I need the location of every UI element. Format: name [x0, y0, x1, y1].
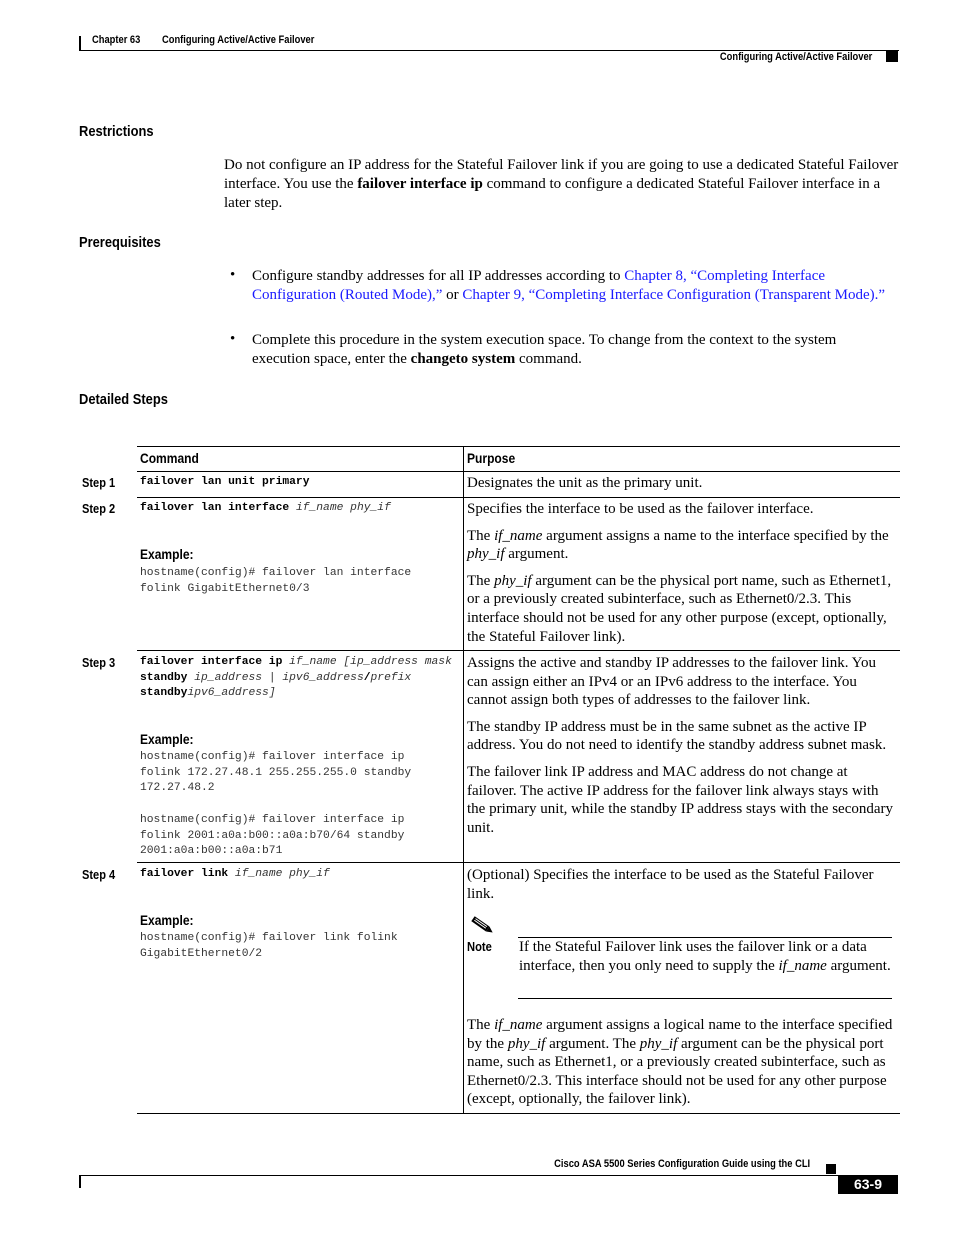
section-running-title: Configuring Active/Active Failover — [719, 51, 872, 63]
bullet-icon: • — [230, 331, 236, 347]
argument-text: if_name — [494, 527, 543, 544]
footer-left-bar — [79, 1175, 81, 1188]
step-label: Step 4 — [82, 867, 116, 882]
table-bottom-rule — [137, 1113, 900, 1114]
command-argument: [ — [343, 656, 351, 668]
note-bottom-rule — [518, 998, 892, 999]
page-number: 63-9 — [838, 1175, 898, 1194]
command-keyword: standby — [140, 671, 195, 684]
text: Assigns the active and standby IP addresses to the failover link. You can assign either an IPv4 or an IPv6 address to the interface. You cannot assign both types of addresses to the failover link. — [467, 655, 876, 709]
text: Complete this procedure in the system execution space. To change from the context to the system execution space, enter the — [252, 332, 837, 367]
argument-text: phy_if — [507, 1035, 546, 1052]
text: The failover link IP address and MAC address do not change at failover. The active IP address for the failover link always stays with the primary unit, while the standby IP address stays with the secondary unit. — [467, 763, 894, 836]
note-label: Note — [467, 939, 492, 954]
example-code: hostname(config)# failover link folink GigabitEthernet0/2 — [140, 932, 398, 960]
purpose-paragraph — [467, 763, 897, 837]
command-argument: | — [268, 671, 283, 684]
step-label: Step 2 — [82, 501, 116, 516]
step-command — [140, 867, 460, 883]
command-keyword: failover lan interface — [140, 502, 296, 514]
header-left-bar — [79, 36, 81, 51]
example-code: hostname(config)# failover lan interface folink GigabitEthernet0/3 — [140, 567, 412, 595]
command-argument: ip_address — [194, 671, 269, 684]
purpose-header: Purpose — [467, 450, 516, 466]
argument-text: if_name — [494, 1017, 543, 1033]
command-argument: if_name phy_if — [234, 868, 330, 880]
purpose-paragraph — [467, 1016, 897, 1109]
command-keyword: failover link — [140, 868, 235, 880]
text: Designates the unit as the primary unit. — [467, 475, 703, 491]
text: Specifies the interface to be used as the failover interface. — [467, 501, 814, 517]
row-rule — [137, 650, 900, 651]
argument-text: phy_if — [494, 572, 532, 589]
prerequisite-item — [252, 331, 897, 369]
example-label: Example: — [140, 546, 194, 562]
command-argument: ipv6_address — [187, 687, 269, 700]
step-label: Step 1 — [82, 475, 116, 490]
bullet-icon: • — [230, 267, 236, 283]
text: If the Stateful Failover link uses the failover link or a data interface, then you only need to supply the — [519, 939, 867, 974]
guide-title: Cisco ASA 5500 Series Configuration Guide using the CLI — [554, 1158, 810, 1170]
step-purpose-continued — [467, 1016, 897, 1117]
text: or — [442, 286, 463, 303]
step-purpose — [467, 866, 897, 911]
argument-text: phy_if — [639, 1035, 678, 1052]
command-argument: if_name — [289, 656, 344, 668]
restrictions-text — [224, 156, 900, 212]
note-text — [519, 938, 894, 975]
text: (Optional) Specifies the interface to be used as the Stateful Failover link. — [467, 867, 874, 902]
restrictions-heading: Restrictions — [79, 123, 154, 140]
text: argument. — [826, 957, 891, 974]
purpose-paragraph — [467, 527, 897, 564]
example-label: Example: — [140, 731, 194, 747]
step-command — [140, 501, 460, 517]
text: argument assigns a name to the interface specified by the — [542, 527, 889, 544]
example-label: Example: — [140, 912, 194, 928]
text: command. — [515, 350, 582, 367]
text: command to configure a dedicated Stateful Failover interface in a later step. — [224, 175, 881, 211]
prerequisite-item — [252, 267, 892, 305]
pencil-icon — [469, 914, 495, 936]
prerequisites-heading: Prerequisites — [79, 234, 161, 251]
text: argument assigns a logical name to the interface specified by the — [467, 1017, 893, 1052]
text: Do not configure an IP address for the Stateful Failover link if you are going to use a dedicated Stateful Failover interface. You use the — [224, 157, 899, 192]
row-rule — [137, 497, 900, 498]
text: Configure standby addresses for all IP addresses according to — [252, 268, 625, 284]
text: argument. — [504, 546, 569, 563]
step-purpose — [467, 500, 897, 654]
purpose-paragraph — [467, 474, 897, 493]
command-argument: ] — [268, 687, 276, 700]
command-keyword: / — [363, 671, 371, 684]
argument-text: phy_if — [467, 546, 505, 563]
step-label: Step 3 — [82, 655, 116, 670]
step-command — [140, 475, 460, 491]
purpose-paragraph — [467, 654, 897, 710]
row-rule — [137, 471, 900, 472]
argument-text: if_name — [778, 957, 827, 974]
command-argument: prefix — [370, 671, 418, 684]
purpose-paragraph — [467, 718, 897, 755]
cross-reference-link[interactable]: Chapter 9, “Completing Interface Configuration (Transparent Mode).” — [462, 286, 886, 303]
cross-reference-link[interactable]: Chapter 8, “Completing Interface Configuration (Routed Mode),” — [252, 268, 826, 303]
text: The — [467, 572, 495, 589]
text: argument. The — [545, 1035, 640, 1052]
purpose-paragraph — [467, 572, 897, 646]
command-argument: if_name phy_if — [295, 502, 391, 514]
chapter-number: Chapter 63 — [92, 34, 141, 46]
command-keyword: failover lan unit primary — [140, 476, 310, 488]
header-marker — [886, 51, 898, 62]
purpose-paragraph — [467, 866, 897, 903]
text: argument can be the physical port name, such as Ethernet1, or a previously created subinterface, such as Ethernet0/2.3. This interface should not be used for any other purpose (except, optionally, the failover link). — [467, 1035, 887, 1108]
command-keyword: failover interface ip — [140, 656, 290, 668]
column-divider — [463, 446, 464, 1114]
command-header: Command — [140, 450, 199, 466]
command-keyword: standby — [140, 687, 188, 700]
command-argument: ip_address mask — [350, 656, 459, 668]
text: The — [467, 527, 495, 544]
example-code: hostname(config)# failover interface ip folink 172.27.48.1 255.255.255.0 standby 172.27.48.2 hostname(config)# failover interface ip folink 2001:a0a:b00::a0a:b70/64 standby 2001:a0a:b00::a0a:b71 — [140, 751, 412, 858]
purpose-paragraph — [467, 500, 897, 519]
footer-rule — [79, 1175, 839, 1176]
footer-marker — [826, 1164, 836, 1174]
step-command — [140, 655, 460, 702]
table-top-rule — [137, 446, 900, 447]
chapter-title: Configuring Active/Active Failover — [162, 34, 315, 46]
detailed-steps-heading: Detailed Steps — [79, 391, 168, 408]
step-purpose — [467, 654, 897, 845]
bold-text: failover interface ip — [357, 175, 483, 192]
text: The — [467, 1017, 495, 1033]
row-rule — [137, 862, 900, 863]
bold-text: changeto system — [410, 350, 516, 367]
text: argument can be the physical port name, such as Ethernet1, or a previously created subinterface, such as Ethernet0/2.3. This interface should not be used for any other purpose (except, optionally, the Stateful Failover link). — [467, 572, 892, 645]
command-argument: ipv6_address — [282, 671, 364, 684]
text: The standby IP address must be in the same subnet as the active IP address. You do not need to identify the standby address subnet mask. — [467, 718, 887, 754]
